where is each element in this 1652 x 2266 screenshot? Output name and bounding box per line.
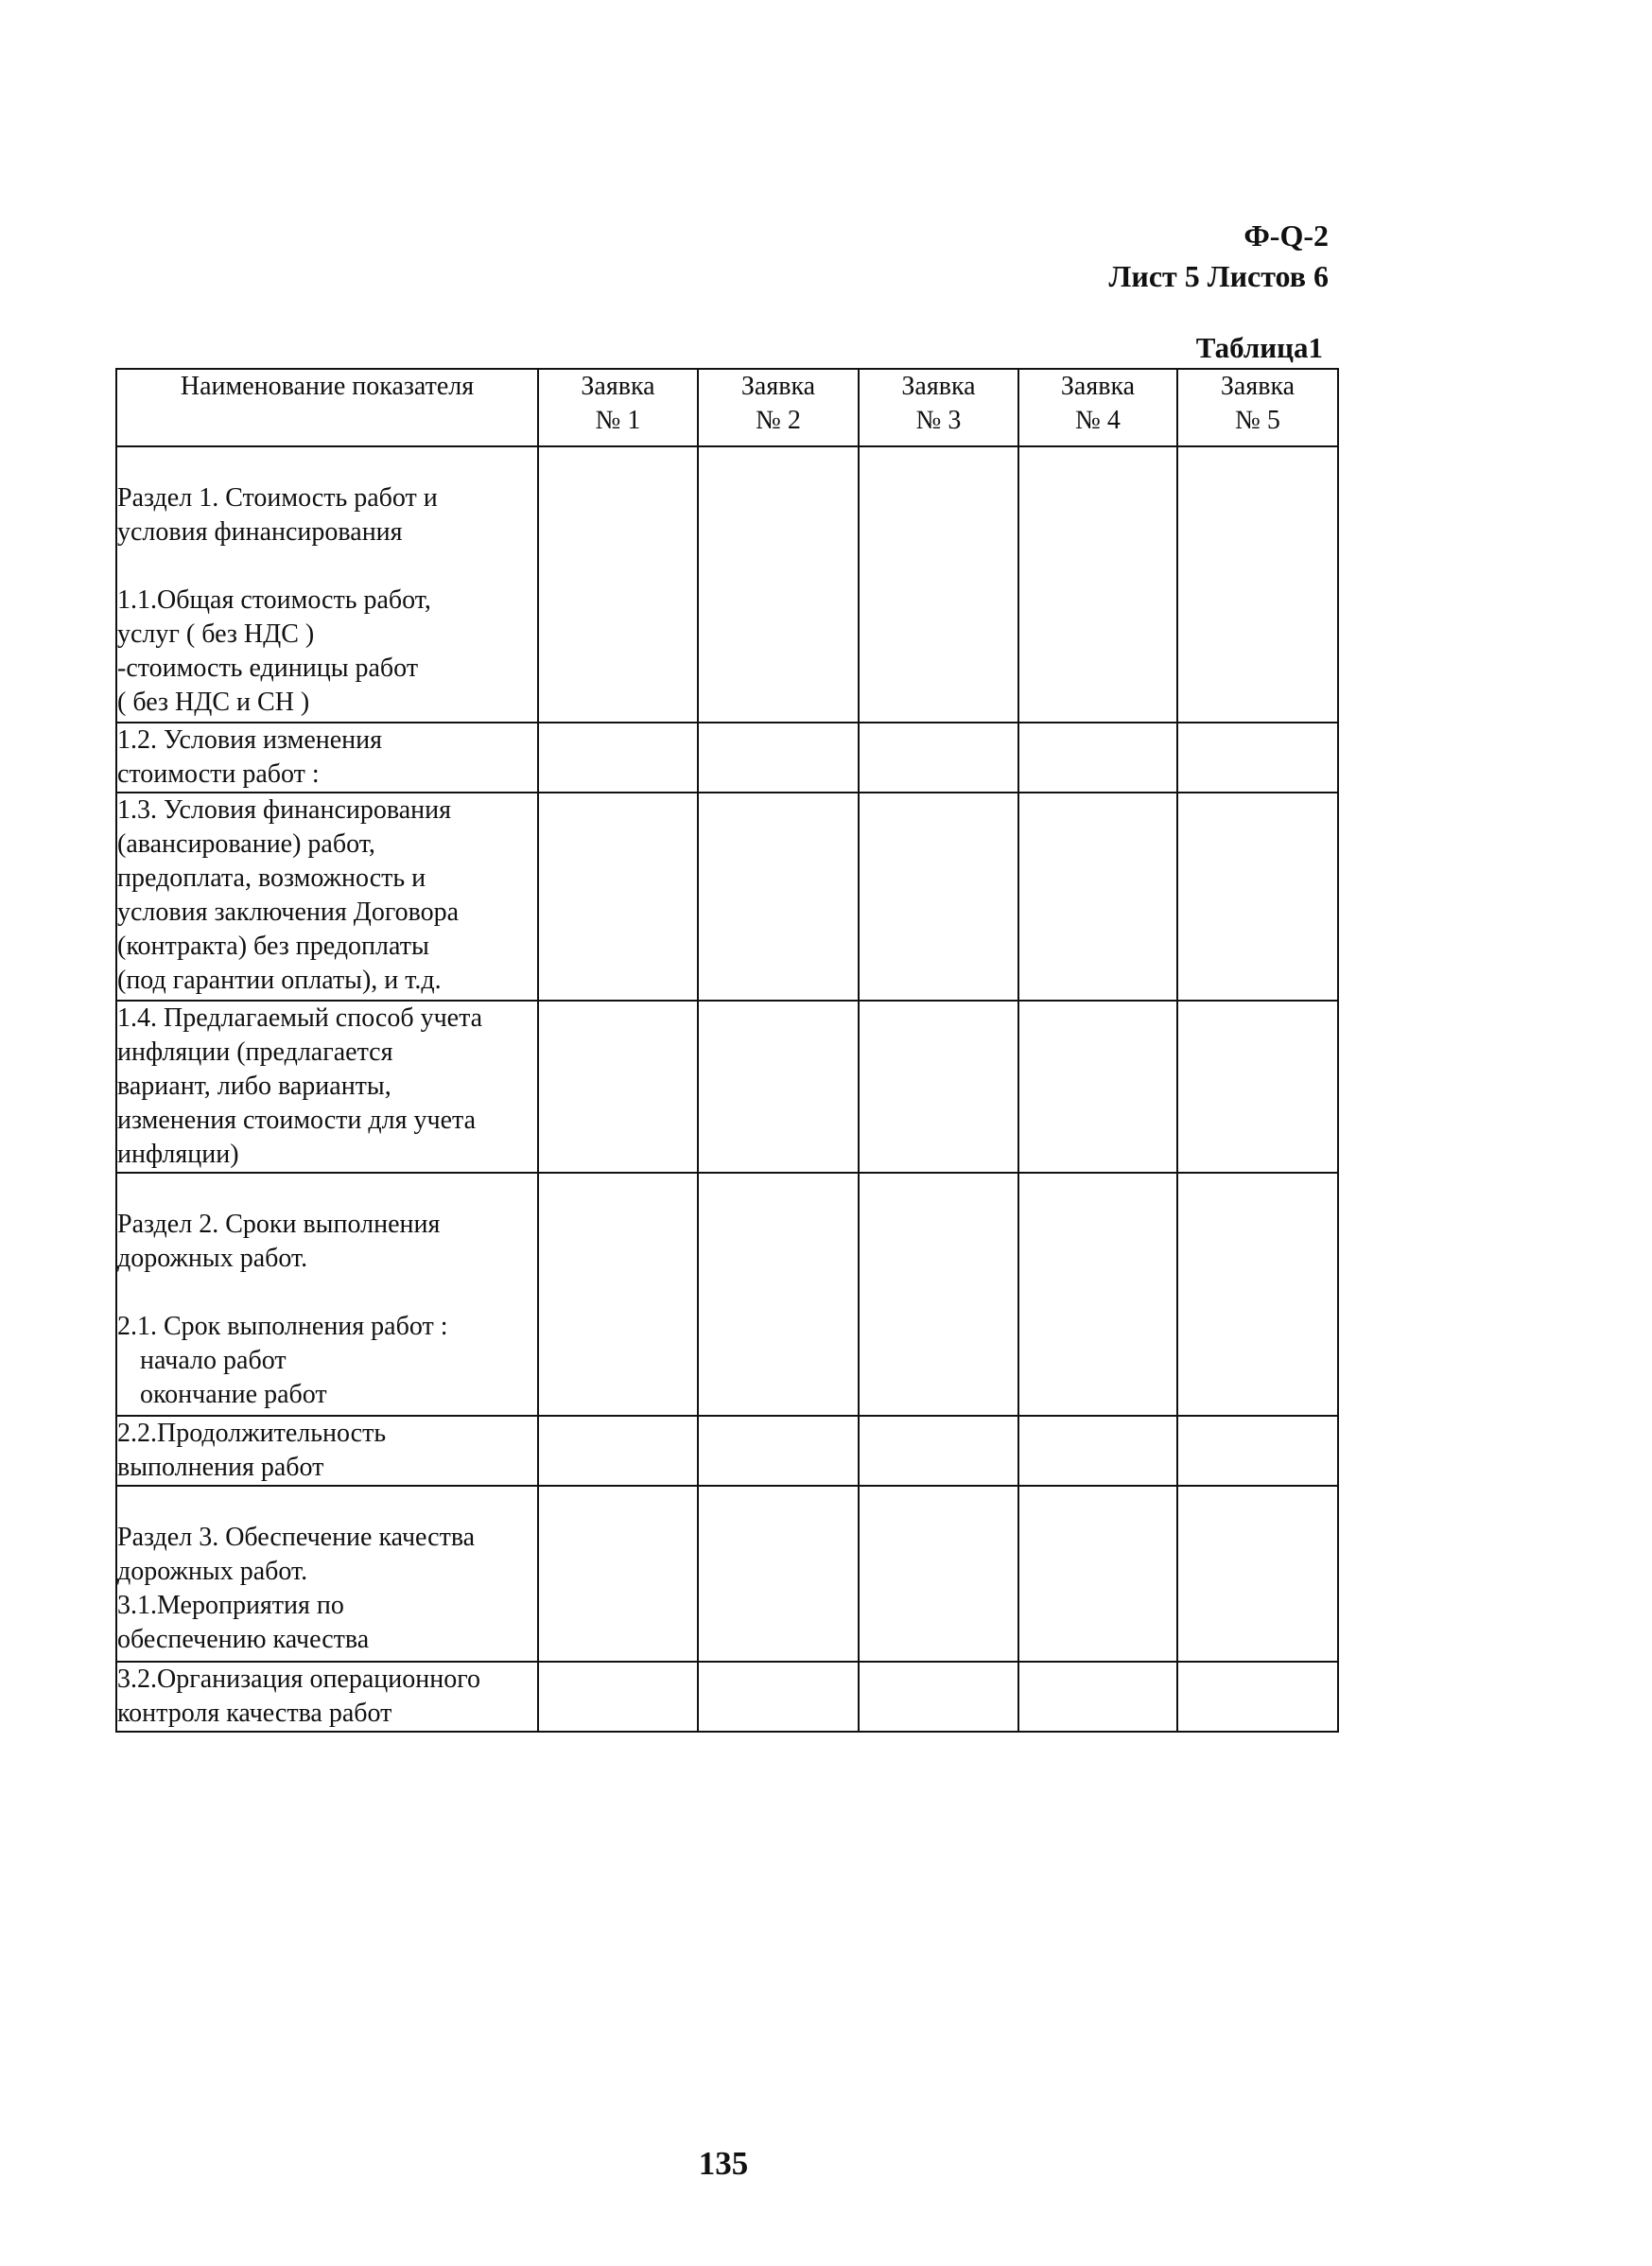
application-4-value-cell[interactable] xyxy=(1018,1001,1177,1173)
indicator-text-line: (контракта) без предоплаты xyxy=(117,932,429,961)
application-5-value-cell[interactable] xyxy=(1177,1486,1338,1662)
indicator-text-line: инфляции) xyxy=(117,1140,239,1169)
indicator-cell xyxy=(116,446,538,723)
application-3-value-cell[interactable] xyxy=(859,1486,1018,1662)
indicator-text-line: Раздел 2. Сроки выполнения xyxy=(117,1210,441,1239)
indicator-text-line: начало работ xyxy=(140,1346,287,1375)
application-3-value-cell[interactable] xyxy=(859,1001,1018,1173)
application-3-value-cell[interactable] xyxy=(859,446,1018,723)
blank-line xyxy=(117,447,537,481)
application-5-value-cell[interactable] xyxy=(1177,446,1338,723)
indicator-text-line: выполнения работ xyxy=(117,1453,324,1482)
application-4-value-cell[interactable] xyxy=(1018,723,1177,793)
indicator-text-line: стоимости работ : xyxy=(117,759,320,789)
indicator-text-line: 1.2. Условия изменения xyxy=(117,725,382,755)
application-4-value-cell[interactable] xyxy=(1018,1486,1177,1662)
application-5-value-cell[interactable] xyxy=(1177,793,1338,1001)
indicator-text-line: инфляции (предлагается xyxy=(117,1037,393,1067)
application-5-value-cell[interactable] xyxy=(1177,1173,1338,1416)
indicator-cell xyxy=(116,1416,538,1486)
indicator-cell xyxy=(116,1173,538,1416)
table-row xyxy=(116,723,1338,793)
table-row xyxy=(116,1486,1338,1662)
table-row xyxy=(116,1173,1338,1416)
indicator-text-line: 1.1.Общая стоимость работ, xyxy=(117,585,431,615)
application-3-value-cell[interactable] xyxy=(859,793,1018,1001)
application-2-value-cell[interactable] xyxy=(698,1662,859,1732)
application-1-value-cell[interactable] xyxy=(538,1486,698,1662)
indicator-text-line: 2.1. Срок выполнения работ : xyxy=(117,1312,448,1341)
form-code: Ф-Q-2 xyxy=(1243,218,1329,253)
indicator-text-line: предоплата, возможность и xyxy=(117,863,426,893)
blank-line xyxy=(117,1174,537,1208)
application-5-value-cell[interactable] xyxy=(1177,723,1338,793)
indicator-text-line: 1.4. Предлагаемый способ учета xyxy=(117,1003,483,1033)
blank-line xyxy=(117,1487,537,1521)
column-header-line: Заявка xyxy=(901,372,976,401)
indicator-text-line: дорожных работ. xyxy=(117,1557,308,1586)
column-header-line: Заявка xyxy=(1220,372,1296,401)
indicator-text-line: Раздел 1. Стоимость работ и xyxy=(117,483,438,513)
application-1-value-cell[interactable] xyxy=(538,1416,698,1486)
indicator-text-line: (авансирование) работ, xyxy=(117,829,375,859)
indicator-text-line: дорожных работ. xyxy=(117,1244,308,1273)
application-4-value-cell[interactable] xyxy=(1018,793,1177,1001)
indicator-text-line: Раздел 3. Обеспечение качества xyxy=(117,1523,476,1552)
blank-line xyxy=(117,1276,537,1310)
application-2-value-cell[interactable] xyxy=(698,723,859,793)
indicator-text-line: 3.2.Организация операционного xyxy=(117,1665,481,1694)
column-header-application-4 xyxy=(1018,369,1177,446)
table-row xyxy=(116,1662,1338,1732)
indicator-text-line: контроля качества работ xyxy=(117,1699,392,1728)
application-3-value-cell[interactable] xyxy=(859,1416,1018,1486)
column-header-number: № 3 xyxy=(915,406,962,435)
column-header-application-3 xyxy=(859,369,1018,446)
column-header-number: № 2 xyxy=(756,406,801,435)
column-header-line: Заявка xyxy=(581,372,655,401)
indicator-text-line: 2.2.Продолжительность xyxy=(117,1419,387,1448)
application-4-value-cell[interactable] xyxy=(1018,1173,1177,1416)
application-1-value-cell[interactable] xyxy=(538,1662,698,1732)
application-2-value-cell[interactable] xyxy=(698,1001,859,1173)
applications-comparison-table xyxy=(115,368,1339,1733)
column-header-application-1 xyxy=(538,369,698,446)
application-1-value-cell[interactable] xyxy=(538,1001,698,1173)
application-1-value-cell[interactable] xyxy=(538,1173,698,1416)
column-header-line: Заявка xyxy=(740,372,816,401)
application-1-value-cell[interactable] xyxy=(538,793,698,1001)
application-4-value-cell[interactable] xyxy=(1018,1416,1177,1486)
column-header-application-5 xyxy=(1177,369,1338,446)
indicator-text-line: вариант, либо варианты, xyxy=(117,1072,391,1101)
application-4-value-cell[interactable] xyxy=(1018,446,1177,723)
indicator-text-line: 3.1.Мероприятия по xyxy=(117,1591,344,1620)
application-5-value-cell[interactable] xyxy=(1177,1662,1338,1732)
column-header-application-2 xyxy=(698,369,859,446)
application-5-value-cell[interactable] xyxy=(1177,1001,1338,1173)
indicator-text-line: окончание работ xyxy=(140,1380,327,1409)
indicator-text-line: обеспечению качества xyxy=(117,1625,370,1654)
application-2-value-cell[interactable] xyxy=(698,1486,859,1662)
indicator-cell xyxy=(116,793,538,1001)
indicator-cell xyxy=(116,1662,538,1732)
table-row xyxy=(116,446,1338,723)
table-row xyxy=(116,1416,1338,1486)
application-3-value-cell[interactable] xyxy=(859,723,1018,793)
indicator-text-line: (под гарантии оплаты), и т.д. xyxy=(117,966,442,995)
table-row xyxy=(116,1001,1338,1173)
column-header-number: № 1 xyxy=(595,406,641,435)
table-header-row xyxy=(116,369,1338,446)
indicator-text-line: условия финансирования xyxy=(117,517,403,547)
application-3-value-cell[interactable] xyxy=(859,1662,1018,1732)
application-2-value-cell[interactable] xyxy=(698,793,859,1001)
indicator-text-line: -стоимость единицы работ xyxy=(117,654,419,683)
indicator-cell xyxy=(116,1486,538,1662)
application-2-value-cell[interactable] xyxy=(698,446,859,723)
form-header xyxy=(1109,216,1329,297)
table-label: Таблица1 xyxy=(1195,331,1323,364)
indicator-text-line: изменения стоимости для учета xyxy=(117,1106,477,1135)
application-3-value-cell[interactable] xyxy=(859,1173,1018,1416)
column-header-line: Наименование показателя xyxy=(180,372,475,401)
page-number: 135 xyxy=(698,2145,749,2182)
table-row xyxy=(116,793,1338,1001)
indicator-text-line: 1.3. Условия финансирования xyxy=(117,795,452,825)
application-1-value-cell[interactable] xyxy=(538,446,698,723)
column-header-number: № 5 xyxy=(1235,406,1280,435)
application-1-value-cell[interactable] xyxy=(538,723,698,793)
indicator-text-line: условия заключения Договора xyxy=(117,898,460,927)
table-body xyxy=(116,446,1338,1732)
column-header-line: Заявка xyxy=(1060,372,1136,401)
application-2-value-cell[interactable] xyxy=(698,1416,859,1486)
indicator-cell xyxy=(116,723,538,793)
indicator-text-line: услуг ( без НДС ) xyxy=(117,619,315,649)
application-5-value-cell[interactable] xyxy=(1177,1416,1338,1486)
application-2-value-cell[interactable] xyxy=(698,1173,859,1416)
sheet-number: Лист 5 Листов 6 xyxy=(1108,259,1329,293)
column-header-indicator xyxy=(116,369,538,446)
indicator-cell xyxy=(116,1001,538,1173)
column-header-number: № 4 xyxy=(1075,406,1121,435)
blank-line xyxy=(117,549,537,584)
application-4-value-cell[interactable] xyxy=(1018,1662,1177,1732)
indicator-text-line: ( без НДС и СН ) xyxy=(117,688,310,717)
